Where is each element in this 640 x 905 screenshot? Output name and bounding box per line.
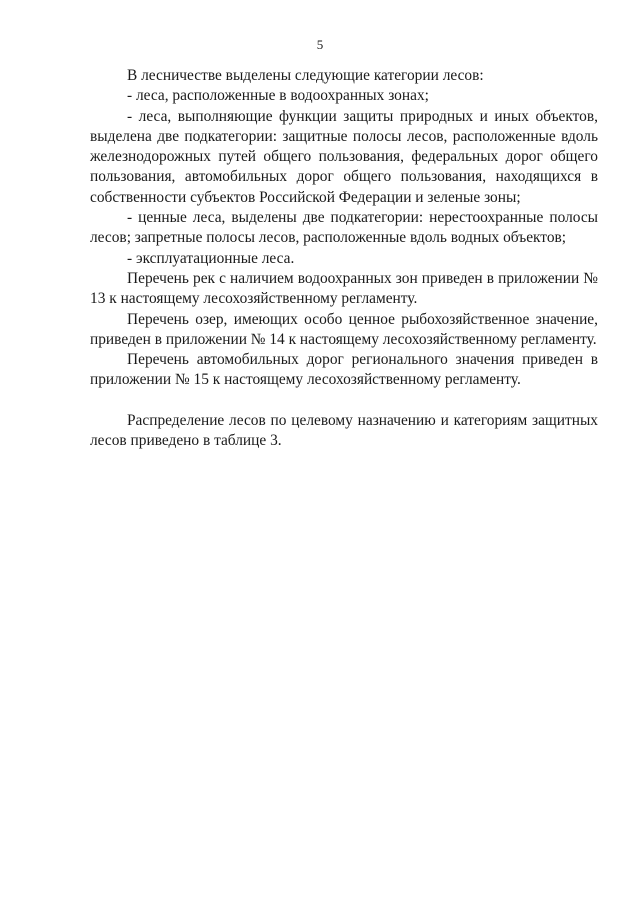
paragraph-valuable-forests: - ценные леса, выделены две подкатегории: нерестоохранные полосы лесов; запретные полосы лесов, расположенные вдоль водных объектов;	[90, 209, 598, 247]
paragraph-protective-function-forests: - леса, выполняющие функции защиты природных и иных объектов, выделена две подкатегории: защитные полосы лесов, расположенные вдоль железнодорожных путей общего пользования, федеральных дорог общего пользования, автомобильных дорог общего пользования, находящихся в собственности субъектов Российской Федерации и зеленые зоны;	[90, 107, 598, 206]
paragraph-roads-list: Перечень автомобильных дорог регионального значения приведен в приложении № 15 к настоящему лесохозяйственному регламенту.	[90, 351, 598, 389]
paragraph-lakes-list: Перечень озер, имеющих особо ценное рыбохозяйственное значение, приведен в приложении № 14 к настоящему лесохозяйственному регламенту.	[90, 310, 598, 348]
paragraph-exploitation-forests: - эксплуатационные леса.	[127, 249, 295, 267]
paragraph-water-protection-forests: - леса, расположенные в водоохранных зонах;	[127, 87, 429, 105]
paragraph-rivers-list: Перечень рек с наличием водоохранных зон приведен в приложении № 13 к настоящему лесохозяйственному регламенту.	[90, 269, 598, 308]
page-number: 5	[316, 37, 324, 52]
paragraph-forest-categories-intro: В лесничестве выделены следующие категории лесов:	[127, 67, 484, 84]
paragraph-spacer	[90, 391, 598, 411]
paragraph-forest-distribution: Распределение лесов по целевому назначению и категориям защитных лесов приведено в таблице 3.	[90, 412, 598, 450]
document-body	[90, 66, 598, 452]
